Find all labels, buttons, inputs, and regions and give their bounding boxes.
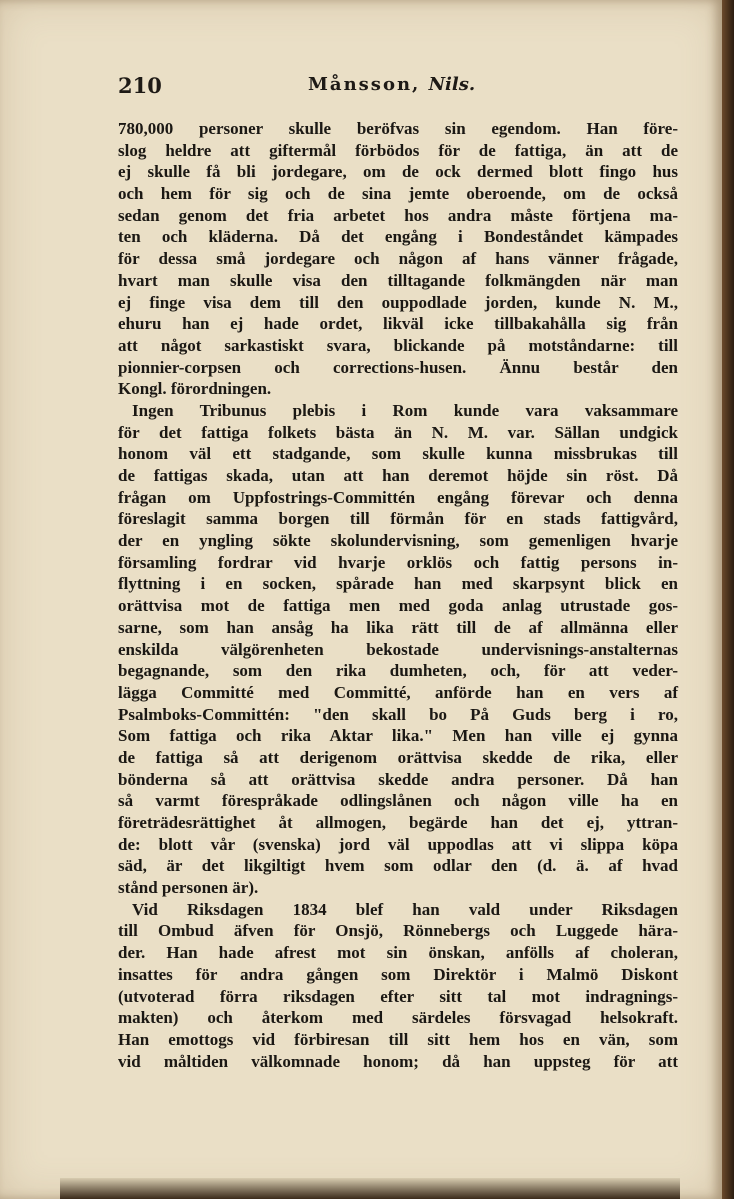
text-line: der. Han hade afrest mot sin önskan, anfölls af choleran, (118, 943, 678, 963)
text-line: bönderna så att orättvisa skedde andra personer. Då han (118, 769, 678, 789)
text-line: der en yngling sökte skolundervisning, som gemenligen hvarje (118, 531, 678, 551)
text-line: enskilda välgörenheten bekostade undervisnings-anstalternas (118, 639, 678, 659)
text-line: de fattiga så att derigenom orättvisa skedde de rika, eller (118, 747, 678, 767)
text-line: Kongl. förordningen. (118, 379, 272, 399)
body-text (118, 118, 678, 1072)
text-line: församling fordrar vid hvarje orklös och fattig persons in- (118, 552, 678, 572)
book-spine-edge (722, 0, 734, 1199)
text-line: insattes för andra gången som Direktör i Malmö Diskont (118, 964, 678, 984)
text-line: 780,000 personer skulle beröfvas sin egendom. Han före- (118, 119, 678, 138)
text-line: slog heldre att giftermål förbödos för de fattiga, än att de (118, 140, 678, 160)
page-number: 210 (118, 73, 162, 98)
text-line: att något sarkastiskt svara, blickande på motståndarne: till (118, 335, 678, 355)
text-line: sarne, som han ansåg ha lika rätt till de af allmänna eller (118, 617, 678, 637)
text-line: och hem för sig och de sina jemte oberoende, om de också (118, 184, 678, 204)
text-line: (utvoterad förra riksdagen efter sitt tal mot indragnings- (118, 986, 678, 1006)
text-line: frågan om Uppfostrings-Committén engång förevar och denna (118, 487, 678, 507)
next-page-edge (60, 1178, 680, 1199)
text-line: orättvisa mot de fattiga men med goda anlag utrustade gos- (118, 596, 678, 616)
text-line: makten) och återkom med särdeles försvagad helsokraft. (118, 1008, 678, 1028)
text-line: företrädesrättighet åt allmogen, begärde han det ej, yttran- (118, 813, 678, 832)
text-line: Psalmboks-Committén: "den skall bo På Guds berg i ro, (118, 704, 678, 724)
text-line: flyttning i en socken, spårade han med skarpsynt blick en (118, 574, 678, 594)
text-line: Som fattiga och rika Aktar lika." Men han ville ej gynna (118, 726, 678, 746)
text-line: begagnande, som den rika dumheten, och, för att veder- (118, 661, 678, 681)
running-head-given-name: Nils. (428, 74, 476, 95)
text-line: för det fattiga folkets bästa än N. M. var. Sällan undgick (118, 422, 678, 442)
text-line: ehuru han ej hade ordet, likväl icke tillbakahålla sig från (118, 314, 678, 334)
text-line: lägga Committé med Committé, anförde han en vers af (118, 682, 678, 702)
text-line: de fattigas skada, utan att han deremot höjde sin röst. Då (118, 466, 678, 485)
text-line: honom väl ett stadgande, som skulle kunna missbrukas till (118, 444, 678, 464)
text-line: säd, är det likgiltigt hvem som odlar den (d. ä. af hvad (118, 856, 678, 876)
text-line: Vid Riksdagen 1834 blef han vald under Riksdagen (132, 899, 678, 919)
running-head-surname: Månsson, (308, 74, 421, 95)
text-line: de: blott vår (svenska) jord väl uppodlas att vi slippa köpa (118, 834, 678, 854)
text-line: vid måltiden välkomnade honom; då han uppsteg för att (118, 1051, 678, 1071)
text-line: Han emottogs vid förbiresan till sitt hem hos en vän, som (118, 1029, 678, 1049)
text-line: ej finge visa dem till den ouppodlade jorden, kunde N. M., (118, 292, 678, 312)
text-line: Ingen Tribunus plebis i Rom kunde vara vaksammare (132, 400, 678, 420)
text-line: ej skulle få bli jordegare, om de ock dermed blott fingo hus (118, 162, 678, 182)
text-line: stånd personen är). (118, 878, 259, 898)
page-header (118, 73, 678, 103)
text-line: pionnier-corpsen och corrections-husen. Ännu består den (118, 357, 678, 377)
text-line: för dessa små jordegare och någon af hans vänner frågade, (118, 249, 678, 269)
text-line: föreslagit samma borgen till förmån för en stads fattigvård, (118, 509, 678, 529)
running-head (308, 74, 475, 95)
text-line: sedan genom det fria arbetet hos andra måste förtjena ma- (118, 205, 678, 225)
text-line: till Ombud äfven för Onsjö, Rönnebergs och Luggede hära- (118, 921, 678, 941)
text-line: hvart man skulle visa den tilltagande folkmängden när man (118, 270, 678, 290)
text-line: ten och kläderna. Då det engång i Bondeståndet kämpades (118, 227, 678, 247)
text-line: så varmt förespråkade odlingslånen och någon ville ha en (118, 791, 678, 811)
